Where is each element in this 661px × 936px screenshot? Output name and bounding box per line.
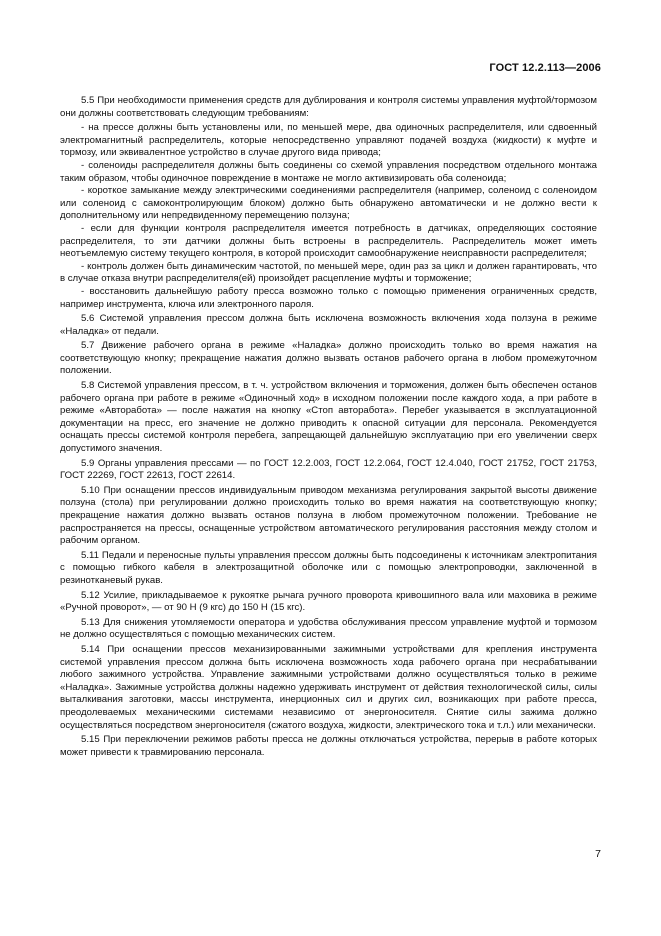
paragraph-5-11: 5.11 Педали и переносные пульты управления прессом должны быть подсоединены к источникам электропитания с помощью гибкого кабеля в электрозащитной оболочке или с помощью электропроводки, заключенной в резинотканевый рукав. <box>60 549 597 586</box>
paragraph-5-6: 5.6 Системой управления прессом должна быть исключена возможность включения хода ползуна в режиме «Наладка» от педали. <box>60 313 597 337</box>
paragraph-5-5: 5.5 При необходимости применения средств для дублирования и контроля системы управления муфтой/тормозом они должны соответствовать следующим требованиям: <box>60 95 597 119</box>
paragraph-5-7: 5.7 Движение рабочего органа в режиме «Наладка» должно происходить только во время нажатия на соответствующую кнопку; прекращение нажатия должно вызвать останов рабочего органа в любом промежуточном положении. <box>60 340 597 377</box>
page-number: 7 <box>595 848 601 860</box>
paragraph-5-10: 5.10 При оснащении прессов индивидуальным приводом механизма регулирования закрытой высоты движение ползуна (стола) при регулировании должно происходить только во время нажатия на соответствующую кнопку; прекращение нажатия должно вызвать останов ползуна в любом промежуточном положении. Требование не распространяется на прессы, оснащенные устройством автоматического регулирования расстояния между столом и рабочим органом. <box>60 484 597 547</box>
list-item: - контроль должен быть динамическим частотой, по меньшей мере, один раз за цикл и должен гарантировать, что в случае отказа внутри распределителя(ей) произойдет расцепление муфты и торможение; <box>60 260 597 285</box>
standard-header: ГОСТ 12.2.113—2006 <box>489 62 601 74</box>
paragraph-5-13: 5.13 Для снижения утомляемости оператора и удобства обслуживания прессом управление муфтой и тормозом не должно осуществляться с помощью механических систем. <box>60 616 597 641</box>
list-item: - короткое замыкание между электрическими соединениями распределителя (например, соленоид с соленоидом или соленоид с самоконтролирующим блоком) должно быть обнаружено автоматически и не должно вести к дополнительному или непредвиденному перемещению ползуна; <box>60 185 597 222</box>
paragraph-5-8: 5.8 Системой управления прессом, в т. ч. устройством включения и торможения, должен быть обеспечен останов рабочего органа при работе в режиме «Одиночный ход» в исходном положении после каждого хода, а при работе в режиме «Авторабота» — после нажатия на кнопку «Стоп авторабота». Перебег указывается в эксплуатационной документации на пресс, его значение не должно приводить к опасной ситуации для персонала. Рекомендуется оснащать прессы системой контроля перебега, запрещающей дальнейшую эксплуатацию при его увеличении сверх допустимого значения. <box>60 380 597 455</box>
paragraph-5-9: 5.9 Органы управления прессами — по ГОСТ 12.2.003, ГОСТ 12.2.064, ГОСТ 12.4.040, ГОСТ 21752, ГОСТ 21753, ГОСТ 22269, ГОСТ 22613, ГОСТ 22614. <box>60 457 597 482</box>
list-item: - восстановить дальнейшую работу пресса возможно только с помощью применения ограниченных средств, например инструмента, ключа или электронного пароля. <box>60 285 597 310</box>
list-item: - на прессе должны быть установлены или, по меньшей мере, два одиночных распределителя, или сдвоенный электромагнитный распределитель, которые непосредственно управляют подачей воздуха (жидкости) к муфте и тормозу, или эквивалентное устройство в случае другого вида привода; <box>60 122 597 159</box>
list-item: - соленоиды распределителя должны быть соединены со схемой управления посредством отдельного монтажа таким образом, чтобы одиночное повреждение в монтаже не могло активизировать оба соленоида; <box>60 159 597 184</box>
list-item: - если для функции контроля распределителя имеется потребность в датчиках, определяющих состояние распределителя, то эти датчики должны быть встроены в распределитель. Распределитель может иметь неотъемлемую систему текущего контроля, в которой происходит самообнаружение неисправности распределителя; <box>60 222 597 260</box>
paragraph-5-14: 5.14 При оснащении прессов механизированными зажимными устройствами для крепления инструмента системой управления прессом должна быть исключена возможность хода рабочего органа при несрабатывании любого зажимного устройства. Управление зажимными устройствами должно осуществляться только в режиме «Наладка». Зажимные устройства должны надежно удерживать инструмент от действия технологической силы, силы выталкивания заготовки, массы инструмента, инерционных сил и других сил, возникающих при работе пресса, преодолеваемых механическими системами независимо от энергоносителя. Снятие силы зажима должно осуществляться посредством энергоносителя (сжатого воздуха, жидкости, электрического тока и т.л.) или механически. <box>60 643 597 731</box>
document-body <box>60 95 597 761</box>
paragraph-5-15: 5.15 При переключении режимов работы пресса не должны отключаться устройства, перерыв в работе которых может привести к травмированию персонала. <box>60 734 597 758</box>
paragraph-5-12: 5.12 Усилие, прикладываемое к рукоятке рычага ручного проворота кривошипного вала или маховика в режиме «Ручной проворот», — от 90 Н (9 кгс) до 150 Н (15 кгс). <box>60 589 597 614</box>
